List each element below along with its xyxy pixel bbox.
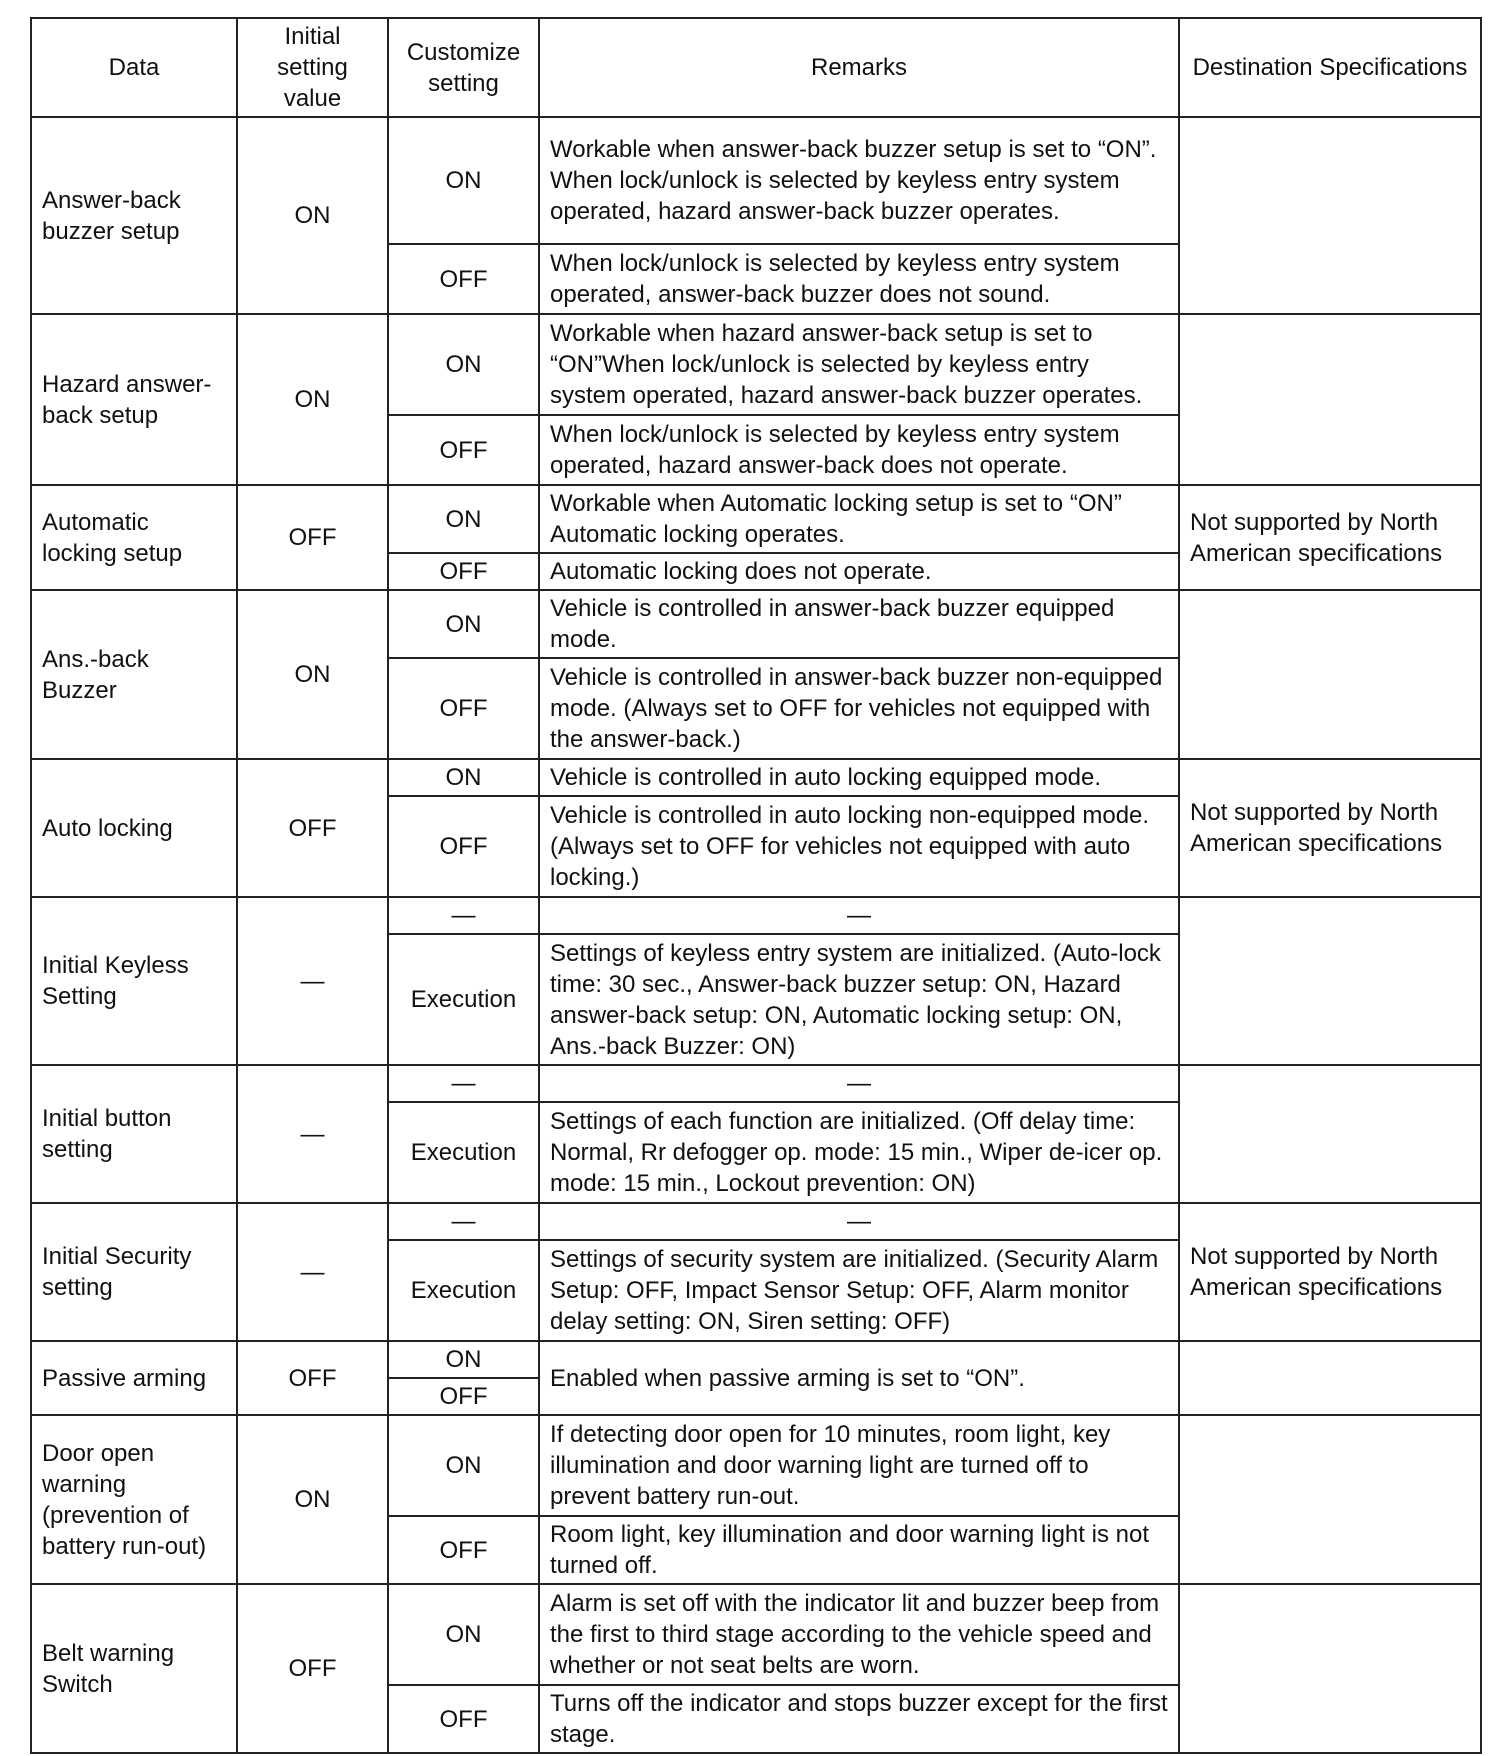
- initial-setting-cell: —: [237, 897, 388, 1065]
- table-row: [31, 897, 1481, 934]
- remarks-cell: —: [539, 1065, 1179, 1102]
- customize-setting-cell: OFF: [388, 658, 539, 759]
- customize-setting-cell: OFF: [388, 1516, 539, 1584]
- remarks-cell: Vehicle is controlled in auto locking non-equipped mode. (Always set to OFF for vehicles not equipped with auto locking.): [539, 796, 1179, 897]
- customize-setting-cell: ON: [388, 1415, 539, 1516]
- destination-spec-cell: [1179, 1065, 1481, 1203]
- data-cell: Hazard answer-back setup: [31, 314, 237, 485]
- customize-setting-cell: OFF: [388, 244, 539, 314]
- table-body: [31, 117, 1481, 1753]
- data-cell: Auto locking: [31, 759, 237, 897]
- initial-setting-cell: OFF: [237, 759, 388, 897]
- initial-setting-cell: ON: [237, 314, 388, 485]
- destination-spec-cell: [1179, 590, 1481, 759]
- table-row: [31, 117, 1481, 244]
- initial-setting-cell: OFF: [237, 1341, 388, 1415]
- customize-setting-cell: —: [388, 1203, 539, 1240]
- header-initial-setting-value: Initial setting value: [237, 18, 388, 117]
- customize-setting-cell: ON: [388, 1584, 539, 1685]
- remarks-cell: Automatic locking does not operate.: [539, 553, 1179, 590]
- remarks-cell: Workable when Automatic locking setup is set to “ON” Automatic locking operates.: [539, 485, 1179, 553]
- initial-setting-cell: ON: [237, 117, 388, 314]
- table-row: [31, 590, 1481, 658]
- initial-setting-cell: ON: [237, 1415, 388, 1584]
- initial-setting-cell: OFF: [237, 485, 388, 590]
- header-data: Data: [31, 18, 237, 117]
- remarks-cell: Settings of security system are initialized. (Security Alarm Setup: OFF, Impact Sensor Setup: OFF, Alarm monitor delay setting: ON, Siren setting: OFF): [539, 1240, 1179, 1341]
- remarks-cell: When lock/unlock is selected by keyless entry system operated, hazard answer-back does not operate.: [539, 415, 1179, 485]
- destination-spec-cell: [1179, 1341, 1481, 1415]
- table-row: [31, 759, 1481, 796]
- table-row: [31, 1415, 1481, 1516]
- remarks-cell: —: [539, 897, 1179, 934]
- remarks-cell: Turns off the indicator and stops buzzer except for the first stage.: [539, 1685, 1179, 1753]
- customize-settings-table: [30, 17, 1482, 1754]
- destination-spec-cell: Not supported by North American specifications: [1179, 485, 1481, 590]
- customize-setting-cell: OFF: [388, 1378, 539, 1415]
- header-customize-setting: Customize setting: [388, 18, 539, 117]
- data-cell: Passive arming: [31, 1341, 237, 1415]
- destination-spec-cell: [1179, 1415, 1481, 1584]
- table-row: [31, 1203, 1481, 1240]
- remarks-cell: Enabled when passive arming is set to “ON”.: [539, 1341, 1179, 1415]
- customize-setting-cell: ON: [388, 314, 539, 415]
- destination-spec-cell: [1179, 314, 1481, 485]
- remarks-cell: Vehicle is controlled in answer-back buzzer equipped mode.: [539, 590, 1179, 658]
- remarks-cell: When lock/unlock is selected by keyless entry system operated, answer-back buzzer does not sound.: [539, 244, 1179, 314]
- data-cell: Belt warning Switch: [31, 1584, 237, 1753]
- data-cell: Ans.-back Buzzer: [31, 590, 237, 759]
- remarks-cell: Alarm is set off with the indicator lit and buzzer beep from the first to third stage according to the vehicle speed and whether or not seat belts are worn.: [539, 1584, 1179, 1685]
- table-row: [31, 1584, 1481, 1685]
- destination-spec-cell: [1179, 117, 1481, 314]
- customize-setting-cell: Execution: [388, 1102, 539, 1203]
- data-cell: Door open warning (prevention of battery run-out): [31, 1415, 237, 1584]
- customize-setting-cell: OFF: [388, 796, 539, 897]
- customize-setting-cell: OFF: [388, 553, 539, 590]
- table-row: [31, 1341, 1481, 1378]
- initial-setting-cell: —: [237, 1203, 388, 1341]
- customize-setting-cell: ON: [388, 485, 539, 553]
- destination-spec-cell: [1179, 897, 1481, 1065]
- initial-setting-cell: OFF: [237, 1584, 388, 1753]
- remarks-cell: Settings of each function are initialized. (Off delay time: Normal, Rr defogger op. mode: 15 min., Wiper de-icer op. mode: 15 min., Lockout prevention: ON): [539, 1102, 1179, 1203]
- destination-spec-cell: [1179, 1584, 1481, 1753]
- customize-setting-cell: ON: [388, 117, 539, 244]
- table-row: [31, 485, 1481, 553]
- table-row: [31, 314, 1481, 415]
- header-remarks: Remarks: [539, 18, 1179, 117]
- header-row: [31, 18, 1481, 117]
- destination-spec-cell: Not supported by North American specifications: [1179, 1203, 1481, 1341]
- remarks-cell: Vehicle is controlled in auto locking equipped mode.: [539, 759, 1179, 796]
- header-destination-specifications: Destination Specifications: [1179, 18, 1481, 117]
- customize-setting-cell: ON: [388, 590, 539, 658]
- customize-setting-cell: —: [388, 897, 539, 934]
- customize-setting-cell: —: [388, 1065, 539, 1102]
- remarks-cell: Settings of keyless entry system are initialized. (Auto-lock time: 30 sec., Answer-back buzzer setup: ON, Hazard answer-back setup: ON, Automatic locking setup: ON, Ans.-back Buzzer: ON): [539, 934, 1179, 1065]
- customize-setting-cell: Execution: [388, 934, 539, 1065]
- remarks-cell: Workable when answer-back buzzer setup is set to “ON”. When lock/unlock is selected by keyless entry system operated, hazard answer-back buzzer operates.: [539, 117, 1179, 244]
- table-row: [31, 1065, 1481, 1102]
- customize-setting-cell: OFF: [388, 1685, 539, 1753]
- data-cell: Initial button setting: [31, 1065, 237, 1203]
- customize-setting-cell: OFF: [388, 415, 539, 485]
- initial-setting-cell: ON: [237, 590, 388, 759]
- customize-setting-cell: ON: [388, 759, 539, 796]
- remarks-cell: Room light, key illumination and door warning light is not turned off.: [539, 1516, 1179, 1584]
- customize-setting-cell: Execution: [388, 1240, 539, 1341]
- data-cell: Initial Security setting: [31, 1203, 237, 1341]
- remarks-cell: —: [539, 1203, 1179, 1240]
- data-cell: Answer-back buzzer setup: [31, 117, 237, 314]
- destination-spec-cell: Not supported by North American specifications: [1179, 759, 1481, 897]
- customize-setting-cell: ON: [388, 1341, 539, 1378]
- remarks-cell: Vehicle is controlled in answer-back buzzer non-equipped mode. (Always set to OFF for vehicles not equipped with the answer-back.): [539, 658, 1179, 759]
- data-cell: Initial Keyless Setting: [31, 897, 237, 1065]
- remarks-cell: If detecting door open for 10 minutes, room light, key illumination and door warning light are turned off to prevent battery run-out.: [539, 1415, 1179, 1516]
- initial-setting-cell: —: [237, 1065, 388, 1203]
- remarks-cell: Workable when hazard answer-back setup is set to “ON”When lock/unlock is selected by keyless entry system operated, hazard answer-back buzzer operates.: [539, 314, 1179, 415]
- data-cell: Automatic locking setup: [31, 485, 237, 590]
